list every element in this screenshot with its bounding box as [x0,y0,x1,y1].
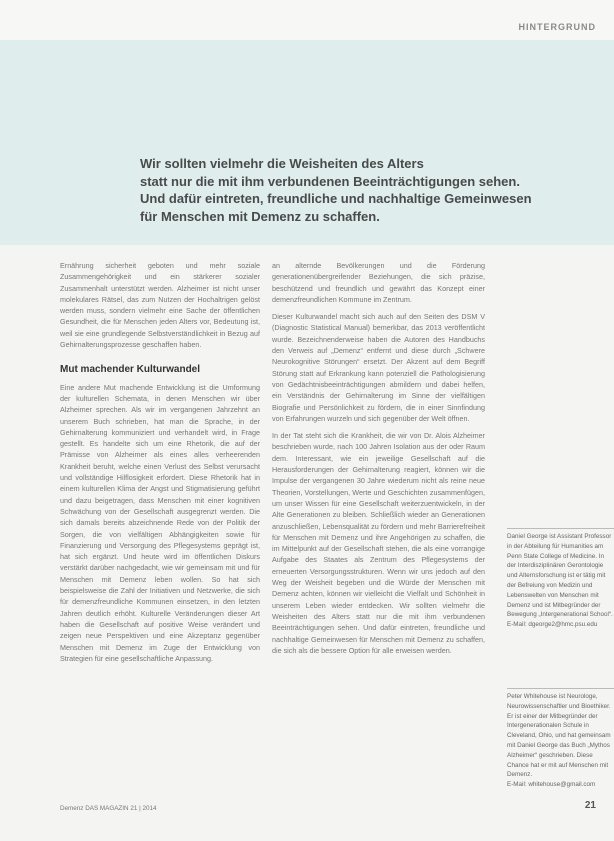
paragraph: In der Tat steht sich die Krankheit, die wir von Dr. Alois Alzheimer beschrieben wurde, nach 100 Jahren Isolation aus der oder Raum dem. Interessant, wie ein jeweilige Gesellschaft auf die Herausforderungen der Gehirnalterung reagiert, können wir die Impulse der vergangenen 30 Jahre wiederum nicht als reine neue Theorien, Vorstellungen, Werte und Geschichten zusammenfügen, um unser Wissen für eine Gesellschaft weiterzuentwickeln, in der Alte Generationen zu bleiben. Schließlich wieder an Generationen anzuschließen, Lebensqualität zu fördern und mehr Barrierefreiheit für Menschen mit Demenz und ihre Angehörigen zu schaffen, die im Mittelpunkt auf der Gesellschaft stehen, die als eine vorrangige Aufgabe des Staates als Zentrum des Pflegesystems der erneuerten Versorgungsstrukturen. Wenn wir uns jedoch auf den Weg der Weisheit begeben und die Würde der Menschen mit Demenz achten, können wir vielleicht die Vielfalt und Schönheit in unserem Leben wieder entdecken. Wir sollten vielmehr die Weisheiten des Alters statt nur die mit ihm verbundenen Beeinträchtigungen sehen. Und dafür eintreten, freundliche und nachhaltige Gemeinwesen für Menschen mit Demenz zu schaffen, die sich als die bessere Option für alle erweisen werden. [272,431,485,655]
pull-quote-line: Und dafür eintreten, freundliche und nachhaltige Gemeinwesen [140,191,532,206]
bio-text: Daniel George ist Assistant Professor in der Abteilung für Humanities am Penn State College of Medicine. In der Interdisziplinären Gerontologie und Alternsforschung ist er tätig mit der Befreiung von Medizin und Lebenswelten von Menschen mit Demenz und ist Mitbegründer der Bewegung „Intergenerational School“. E-Mail: dgeorge2@hmc.psu.edu [507,533,613,629]
author-bio-george [507,528,614,630]
footer-source: Demenz DAS MAGAZIN 21 | 2014 [60,805,157,812]
pull-quote [140,155,590,225]
paragraph: Eine andere Mut machende Entwicklung ist die Umformung der kulturellen Schemata, in denen Menschen wir über Alzheimer sprechen. Als wir im vergangenen Jahrzehnt an unserem Buch schrieben, hat man die Sprache, in der Gehirnalterung kommuniziert und verhandelt wird, in Frage gestellt. Es handelte sich um eine Rhetorik, die auf der Prämisse von Alzheimer als eines alles verheerenden Krankheit beruht, welche einen Verlust des Selbst verursacht und vollständige Hilflosigkeit erfordert. Diese Rhetorik hat in einem kulturellen Klima der Angst und Stigmatisierung geführt und dazu beigetragen, dass Menschen mit einer kognitiven Schwächung von der Gesellschaft ausgegrenzt werden. Die sich damals bereits abzeichnende Rede von der Politik der Sorgen, die von vielfältigen Abhängigkeiten sowie für Finanzierung und Versorgung des Pflegesystems geprägt ist, hat sich ergänzt. Und heute wird im öffentlichen Diskurs verstärkt darüber nachgedacht, wie wir gemeinsam mit und für Menschen mit Demenz leben wollen. So hat sich beispielsweise die Zahl der Initiativen und Netzwerke, die sich für demenzfreundliche Kommunen einsetzen, in den letzten Jahren deutlich erhöht. Kulturelle Veränderungen dieser Art haben die Gesellschaft auf positive Weise verändert und zeigen neue Perspektiven und eine Akzeptanz gegenüber Menschen mit Demenz im Zuge der Entwicklung von Strategien für eine gesellschaftliche Anpassung. [60,382,260,663]
page-number: 21 [584,800,596,811]
divider [507,688,614,689]
paragraph: Ernährung sicherheit geboten und mehr soziale Zusammengehörigkeit und ein stärkerer sozialer Zusammenhalt unterstützt werden. Alzheimer ist nicht unser molekulares Rätsel, das zum Nutzen der Hochaltrigen gelöst werden muss, sondern vielmehr eine Sache der öffentlichen Gesundheit, die für Menschen jeden Alters vor, Bedeutung ist, weil sie eine grundlegende Selbstverständlichkeit in Bezug auf Gehirnalterungsprozesse geschaffen haben. [60,261,260,350]
pull-quote-line: Wir sollten vielmehr die Weisheiten des Alters [140,156,424,171]
author-bio-whitehouse [507,688,614,790]
divider [507,528,614,529]
bio-text: Peter Whitehouse ist Neurologe, Neurowissenschaftler und Bioethiker. Er ist einer der Mitbegründer der Intergenerationalen Schule in Cleveland, Ohio, und hat gemeinsam mit Daniel George das Buch „Mythos Alzheimer“ geschrieben. Diese Chance hat er mit auf Menschen mit Demenz. E-Mail: whitehouse@gmail.com [507,693,611,789]
pull-quote-line: für Menschen mit Demenz zu schaffen. [140,208,380,224]
paragraph: an alternde Bevölkerungen und die Förderung generationenübergreifender Beziehungen, die sich präzise, beschützend und freundlich und gewährt das Konzept einer demenzfreundlichen Kommune im Zentrum. [272,261,485,304]
section-subheading: Mut machender Kulturwandel [60,364,201,376]
article-column-2 [272,260,485,662]
section-tag: HINTERGRUND [518,22,596,32]
article-column-1 [60,260,260,670]
top-band [0,0,614,40]
pull-quote-line: statt nur die mit ihm verbundenen Beeinträchtigungen sehen. [140,173,520,189]
paragraph: Dieser Kulturwandel macht sich auch auf den Seiten des DSM V (Diagnostic Statistical Manual) bemerkbar, das 2013 veröffentlicht wurde. Bezeichnenderweise haben die Autoren des Handbuchs den Verweis auf „Demenz“ entfernt und diese durch „Schwere Neurokognitive Störungen“ ersetzt. Der Akzent auf dem Begriff Störung statt auf Erkrankung kann potenziell die Pathologisierung von Gedächtnisbeeinträchtigungen abmildern und dabei helfen, ein Verständnis der Gehirnalterung im Sinne der vielfältigen Biografie und Persönlichkeit zu fördern, die in einer Sinnfindung von Erfahrungen wurzeln und sich gegenüber der Welt öffnen. [272,312,485,423]
